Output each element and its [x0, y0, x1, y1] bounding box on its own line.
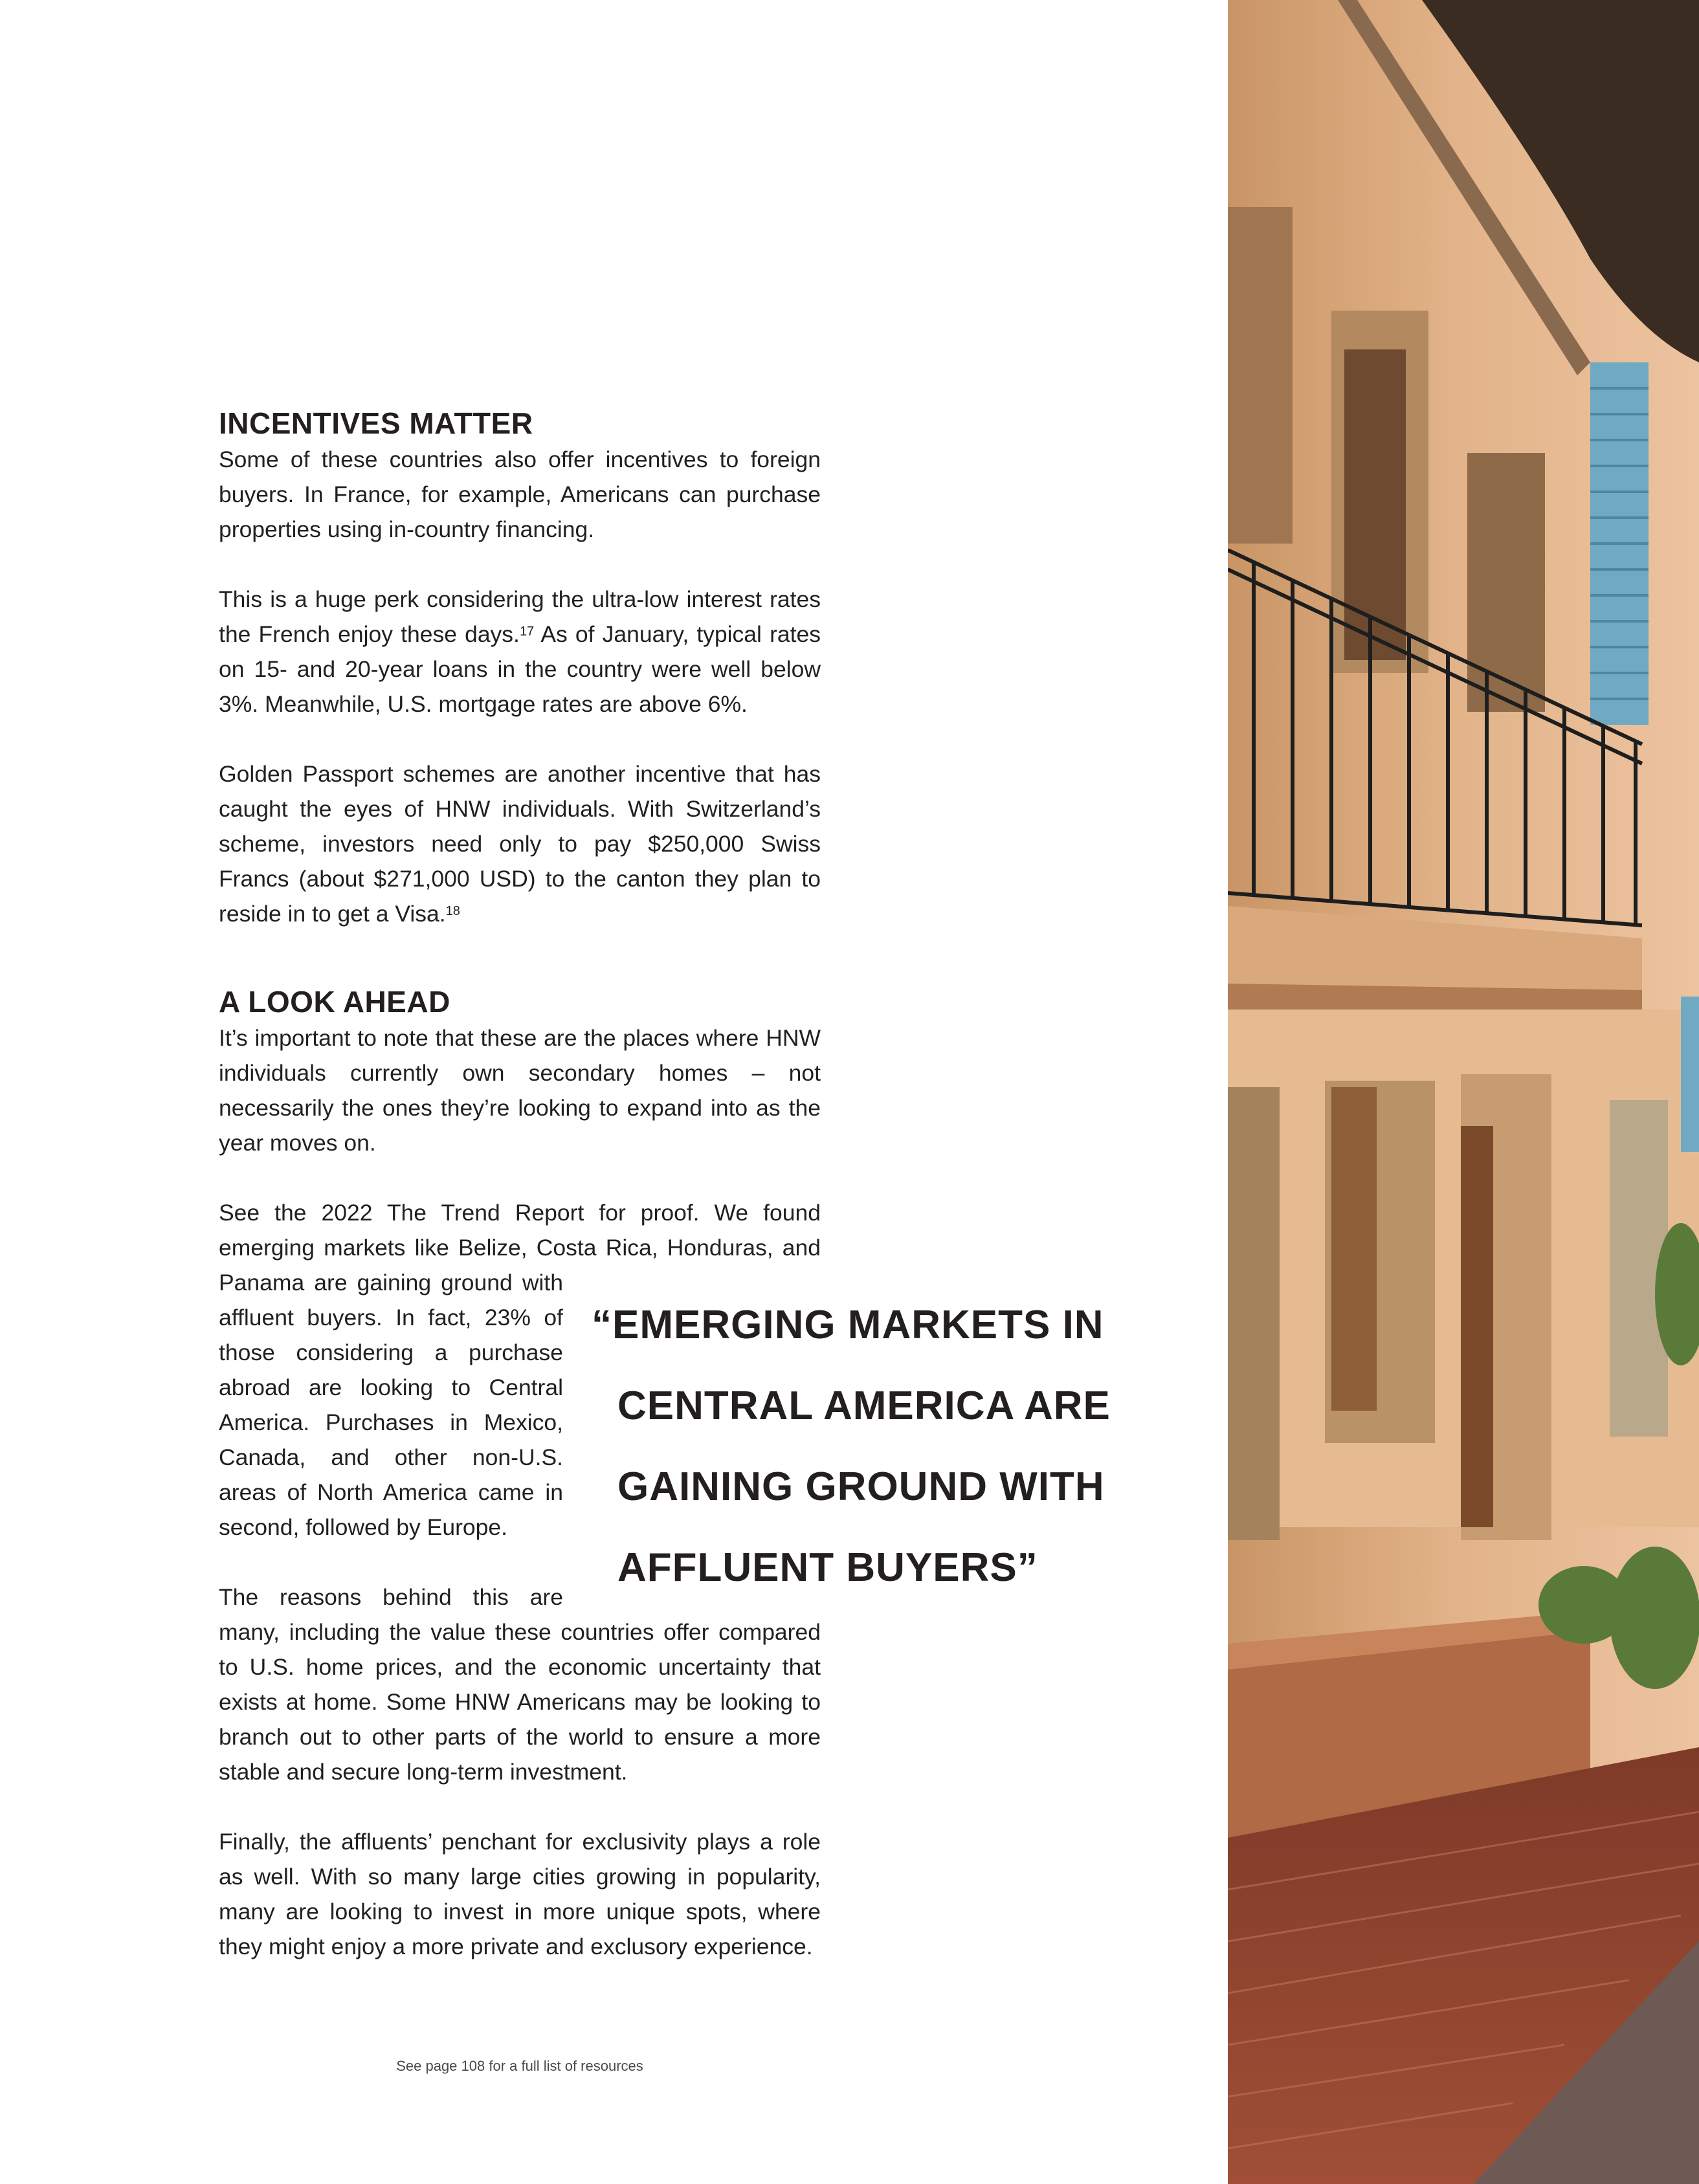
paragraph: See the 2022 The Trend Report for proof. We found emerging markets like Belize, Costa Rica, Honduras, and Panama are gaining ground with affluent buyers. In fact, 23% of those considering a purchase abroad are looking to Central America. Purchases in Mexico, Canada, and other non-U.S. areas of North America came in second, followed by Europe. — [219, 1200, 821, 1540]
paragraph: Finally, the affluents’ penchant for exclusivity plays a role as well. With so many large cities growing in popularity, many are looking to invest in more unique spots, where they might enjoy a more private and exclusory experience. — [219, 1829, 821, 1959]
heading-incentives-matter: INCENTIVES MATTER — [219, 406, 533, 440]
paragraph: It’s important to note that these are the places where HNW individuals currently own secondary homes – not necessarily the ones they’re looking to expand into as the year moves on. — [219, 1025, 821, 1156]
pull-quote — [592, 1285, 1122, 1608]
paragraph: This is a huge perk considering the ultra-low interest rates the French enjoy these days.$^{17}$ As of January, typical rates on 15- and 20-year loans in the country were well below 3%. Meanwhile, U.S. mortgage rates are above 6%. — [219, 586, 821, 717]
paragraph: Golden Passport schemes are another incentive that has caught the eyes of HNW individuals. With Switzerland’s scheme, investors need only to pay $250,000 Swiss Francs (about $271,000 USD) to the canton they plan to reside in to get a Visa.$^{18}$ — [219, 761, 821, 927]
pull-quote-line: GAINING GROUND WITH — [617, 1464, 1105, 1509]
pull-quote-line: AFFLUENT BUYERS” — [617, 1545, 1038, 1590]
building-facade-photo — [1228, 0, 1699, 2184]
article-body — [219, 404, 821, 1964]
paragraph: Some of these countries also offer incentives to foreign buyers. In France, for example, Americans can purchase properties using in-country financing. — [219, 447, 821, 542]
building-facade-photo-illustration — [1228, 0, 1699, 2184]
footnote-ref: 18 — [445, 904, 460, 918]
paragraph: The reasons behind this are many, including the value these countries offer compared to U.S. home prices, and the economic uncertainty that exists at home. Some HNW Americans may be looking to branch out to other parts of the world to ensure a more stable and secure long-term investment. — [219, 1584, 821, 1785]
pull-quote-line: CENTRAL AMERICA ARE — [617, 1384, 1111, 1428]
pull-quote-line: “EMERGING MARKETS IN — [592, 1303, 1104, 1347]
heading-a-look-ahead: A LOOK AHEAD — [219, 985, 450, 1019]
footnote-ref: 17 — [519, 624, 535, 639]
footnote: See page 108 for a full list of resources — [396, 2058, 643, 2074]
